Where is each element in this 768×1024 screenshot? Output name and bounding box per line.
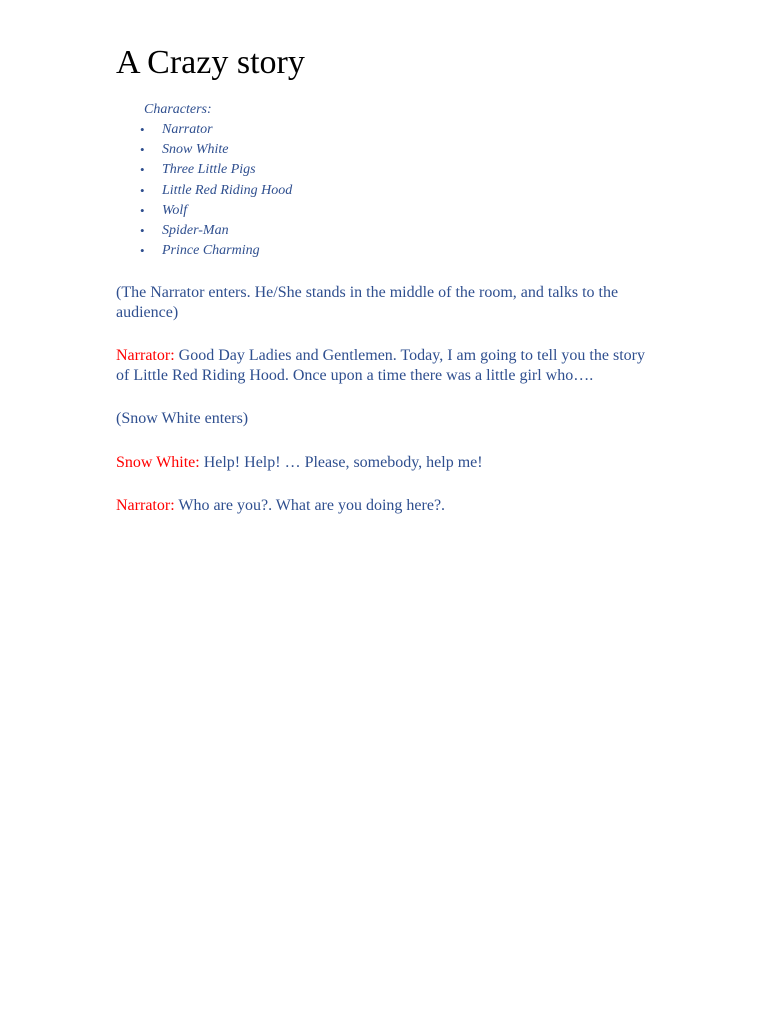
- character-item: [140, 201, 656, 221]
- dialogue-text: Good Day Ladies and Gentlemen. Today, I am going to tell you the story of Little Red Riding Hood. Once upon a time there was a little girl who….: [116, 347, 645, 384]
- character-name: Narrator: [162, 122, 213, 137]
- bullet-icon: •: [140, 243, 145, 259]
- bullet-icon: •: [140, 202, 145, 218]
- document-page: [116, 40, 656, 516]
- character-name: Snow White: [162, 142, 229, 158]
- character-name: Three Little Pigs: [162, 162, 256, 178]
- bullet-icon: •: [140, 142, 145, 158]
- stage-direction-snow-white-enters: (Snow White enters): [116, 410, 249, 428]
- character-name: Prince Charming: [162, 243, 260, 259]
- bullet-icon: •: [140, 222, 145, 238]
- character-item: [140, 140, 656, 160]
- speaker-label: Narrator:: [116, 347, 175, 365]
- bullet-icon: •: [140, 122, 145, 137]
- characters-heading: Characters:: [144, 102, 212, 117]
- characters-list: [140, 120, 656, 261]
- character-item: [140, 221, 656, 241]
- character-item: [140, 120, 656, 140]
- speaker-label: Snow White:: [116, 453, 200, 471]
- character-item: [140, 160, 656, 180]
- bullet-icon: •: [140, 182, 145, 198]
- dialogue-line-narrator-2: [116, 496, 656, 516]
- character-item: [140, 241, 656, 261]
- dialogue-line-snow-white: [116, 453, 656, 473]
- character-name: Wolf: [162, 202, 188, 218]
- characters-section: [140, 100, 656, 261]
- dialogue-text: Who are you?. What are you doing here?.: [174, 497, 446, 515]
- dialogue-line-narrator: [116, 346, 656, 385]
- document-title: A Crazy story: [116, 44, 305, 81]
- speaker-label: Narrator:: [116, 497, 175, 515]
- dialogue-text: Help! Help! … Please, somebody, help me!: [199, 453, 483, 471]
- bullet-icon: •: [140, 162, 145, 178]
- character-name: Little Red Riding Hood: [162, 182, 293, 198]
- character-item: [140, 181, 656, 201]
- stage-direction-narrator-enters: (The Narrator enters. He/She stands in the middle of the room, and talks to the audience): [116, 284, 619, 321]
- character-name: Spider-Man: [162, 222, 229, 238]
